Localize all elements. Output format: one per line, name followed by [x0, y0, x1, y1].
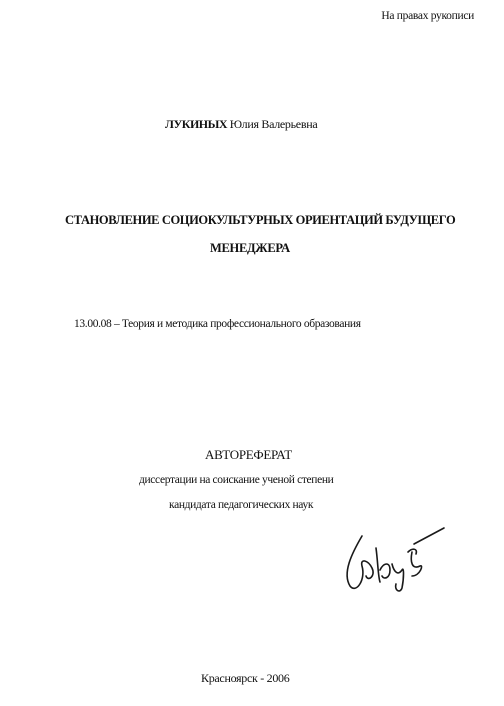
author-name: Юлия Валерьевна — [229, 117, 318, 131]
degree-line-2: кандидата педагогических наук — [169, 499, 314, 511]
title-line-1: СТАНОВЛЕНИЕ СОЦИОКУЛЬТУРНЫХ ОРИЕНТАЦИЙ БУДУЩЕГО — [65, 213, 456, 227]
author-surname: ЛУКИНЫХ — [165, 117, 228, 131]
rights-note: На правах рукописи — [381, 10, 474, 22]
signature-icon — [332, 518, 452, 598]
abstract-heading: АВТОРЕФЕРАТ — [205, 447, 292, 462]
place-year: Красноярск - 2006 — [201, 671, 290, 685]
specialty-line: 13.00.08 – Теория и методика профессионального образования — [74, 318, 361, 330]
title-line-2: МЕНЕДЖЕРА — [210, 241, 290, 255]
degree-line-1: диссертации на соискание ученой степени — [139, 474, 334, 486]
author-line — [165, 117, 317, 132]
